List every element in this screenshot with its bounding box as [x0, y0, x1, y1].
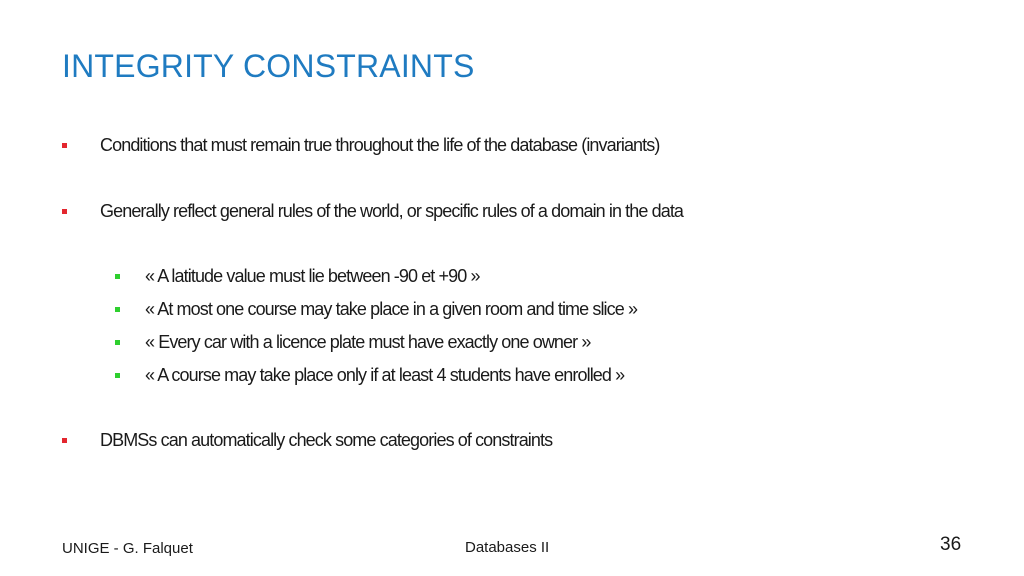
- sub-bullet-text: « A course may take place only if at least 4 students have enrolled »: [145, 365, 625, 385]
- red-square-bullet-icon: [62, 438, 67, 443]
- bullet-item: [62, 135, 659, 156]
- slide-title: INTEGRITY CONSTRAINTS: [62, 48, 475, 84]
- sub-bullet-text: « Every car with a licence plate must have exactly one owner »: [145, 332, 591, 352]
- bullet-text: DBMSs can automatically check some categories of constraints: [100, 430, 553, 450]
- bullet-item: [62, 430, 552, 451]
- red-square-bullet-icon: [62, 209, 67, 214]
- footer-author: UNIGE - G. Falquet: [62, 540, 193, 557]
- sub-bullet-item: [115, 365, 624, 386]
- sub-bullet-item: [115, 266, 480, 287]
- red-square-bullet-icon: [62, 143, 67, 148]
- sub-bullet-item: [115, 332, 590, 353]
- green-square-bullet-icon: [115, 373, 120, 378]
- green-square-bullet-icon: [115, 340, 120, 345]
- page-number: 36: [940, 534, 962, 555]
- sub-bullet-text: « At most one course may take place in a given room and time slice »: [145, 299, 638, 319]
- green-square-bullet-icon: [115, 307, 120, 312]
- footer-course: Databases II: [465, 539, 550, 556]
- bullet-text: Conditions that must remain true throughout the life of the database (invariants): [100, 135, 660, 155]
- bullet-item: [62, 201, 683, 222]
- bullet-text: Generally reflect general rules of the world, or specific rules of a domain in the data: [100, 201, 684, 221]
- sub-bullet-text: « A latitude value must lie between -90 et +90 »: [145, 266, 480, 286]
- green-square-bullet-icon: [115, 274, 120, 279]
- sub-bullet-item: [115, 299, 637, 320]
